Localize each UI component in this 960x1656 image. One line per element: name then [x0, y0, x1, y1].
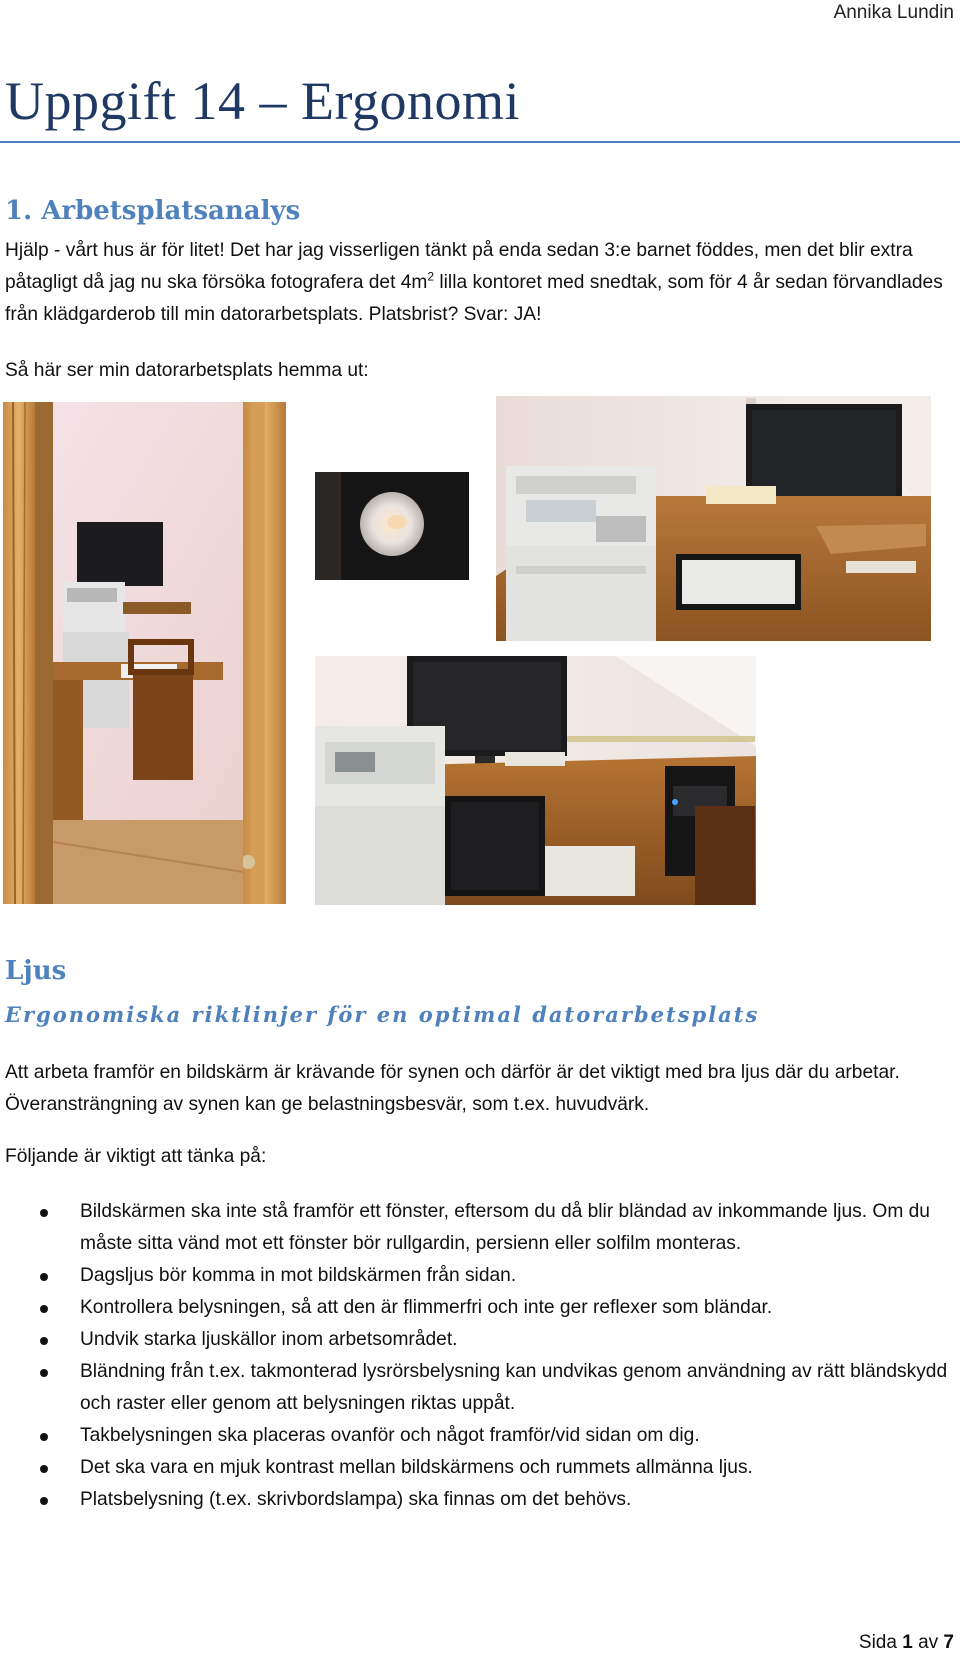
photo-desk-monitor-printer [496, 396, 931, 641]
bullet-icon [40, 1497, 48, 1505]
superscript-two: 2 [427, 269, 435, 284]
list-item [0, 1324, 950, 1356]
bullet-icon [40, 1273, 48, 1281]
intro-text-part2: lilla kontoret med snedtak, som för 4 år sedan förvandlades från klädgarderob till min datorarbetsplats. Platsbrist? Svar: JA! [5, 272, 943, 325]
bullet-icon [40, 1369, 48, 1377]
photo-office-doorway-svg [3, 402, 286, 904]
bullet-icon [40, 1337, 48, 1345]
list-item-text: Platsbelysning (t.ex. skrivbordslampa) ska finnas om det behövs. [80, 1489, 632, 1510]
photo-intro-paragraph: Så här ser min datorarbetsplats hemma ut: [5, 360, 369, 381]
list-item-text: Dagsljus bör komma in mot bildskärmen från sidan. [80, 1265, 517, 1286]
photo-ceiling-lamp-svg [315, 472, 469, 580]
list-item-text: Takbelysningen ska placeras ovanför och något framför/vid sidan om dig. [80, 1425, 700, 1446]
intro-text-part1: Hjälp - vårt hus är för litet! Det har jag visserligen tänkt på enda sedan 3:e barnet föddes, men det blir extra påtagligt då jag nu ska försöka fotografera det 4m [5, 240, 913, 293]
list-intro-paragraph: Följande är viktigt att tänka på: [5, 1146, 267, 1167]
page-footer [859, 1632, 954, 1654]
section-subtitle: Ergonomiska riktlinjer för en optimal datorarbetsplats [5, 1002, 760, 1027]
list-item [0, 1356, 950, 1420]
list-item-text: Undvik starka ljuskällor inom arbetsområdet. [80, 1329, 458, 1350]
photo-ceiling-lamp [315, 472, 469, 580]
document-title: Uppgift 14 – Ergonomi [5, 71, 520, 131]
footer-page-total: 7 [943, 1632, 954, 1653]
footer-middle: av [912, 1632, 944, 1653]
header-author: Annika Lundin [833, 2, 954, 23]
lighting-guidelines-list [0, 1196, 950, 1516]
list-item-text: Bildskärmen ska inte stå framför ett fönster, eftersom du då blir bländad av inkommande ljus. Om du måste sitta vänd mot ett fönster bör rullgardin, persienn eller solfilm monteras. [80, 1201, 930, 1254]
photo-desk-monitor-printer-svg [496, 396, 931, 641]
list-item-text: Det ska vara en mjuk kontrast mellan bildskärmens och rummets allmänna ljus. [80, 1457, 753, 1478]
list-item [0, 1292, 950, 1324]
list-item [0, 1420, 950, 1452]
list-item [0, 1452, 950, 1484]
list-item-text: Kontrollera belysningen, så att den är flimmerfri och inte ger reflexer som bländar. [80, 1297, 773, 1318]
list-item-text: Bländning från t.ex. takmonterad lysrörsbelysning kan undvikas genom användning av rätt bländskydd och raster eller genom att belysningen riktas uppåt. [80, 1361, 948, 1414]
bullet-icon [40, 1209, 48, 1217]
section-heading-ljus: Ljus [5, 956, 67, 986]
bullet-icon [40, 1465, 48, 1473]
photo-office-doorway [3, 402, 286, 904]
photo-desk-closeup [315, 656, 756, 905]
footer-prefix: Sida [858, 1632, 903, 1653]
ljus-paragraph: Att arbeta framför en bildskärm är krävande för synen och därför är det viktigt med bra ljus där du arbetar. Överansträngning av synen kan ge belastningsbesvär, som t.ex. huvudvärk. [5, 1062, 900, 1115]
list-item [0, 1260, 950, 1292]
list-item [0, 1484, 950, 1516]
title-underline [0, 141, 960, 143]
bullet-icon [40, 1433, 48, 1441]
list-item [0, 1196, 950, 1260]
section-heading-arbetsplatsanalys: 1. Arbetsplatsanalys [5, 196, 301, 226]
intro-paragraph [5, 235, 945, 331]
photo-desk-closeup-svg [315, 656, 756, 905]
footer-page-number: 1 [902, 1632, 913, 1653]
bullet-icon [40, 1305, 48, 1313]
